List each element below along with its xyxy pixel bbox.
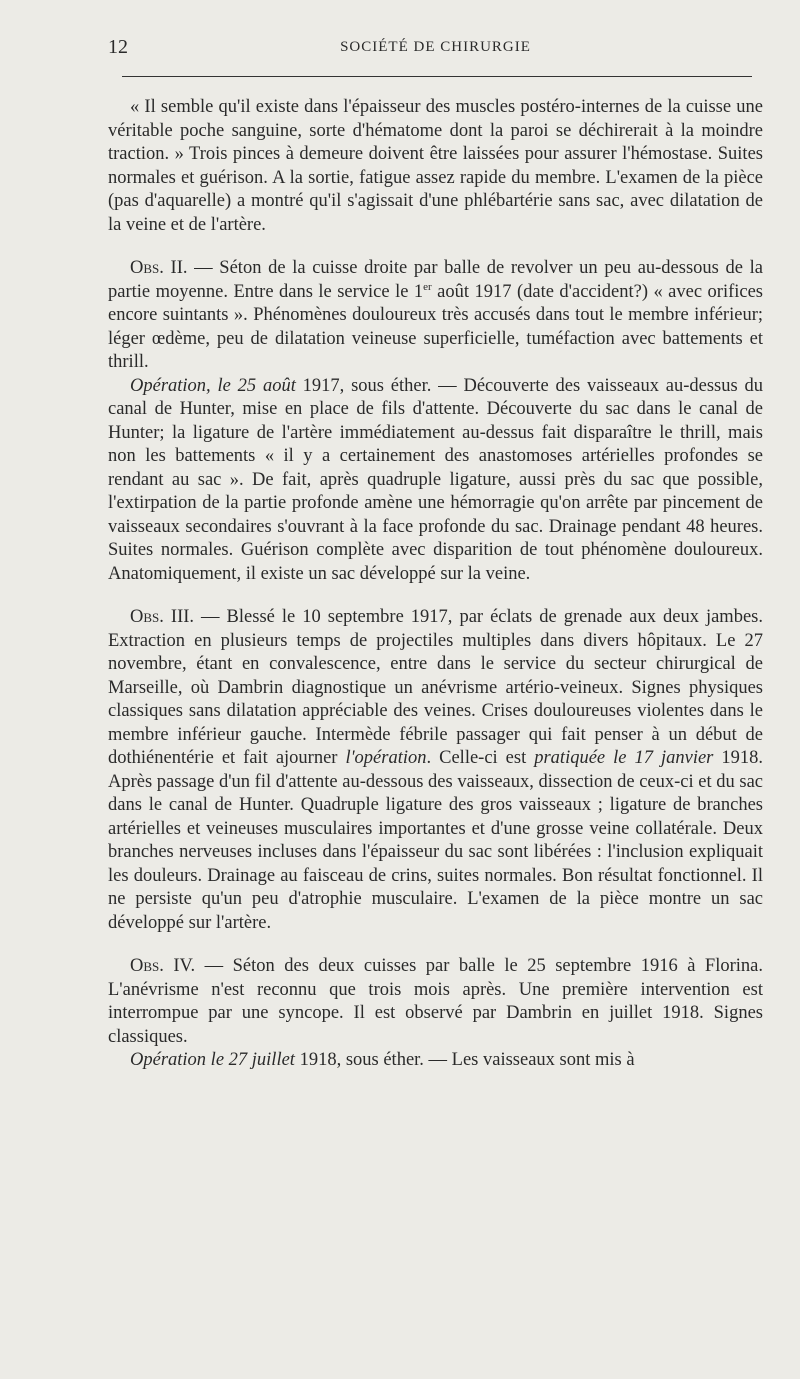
- header-rule: [122, 76, 752, 77]
- obs4-text: — Séton des deux cuisses par balle le 25 septembre 1916 à Florina. L'anévrisme n'est reconnu que trois mois après. Une première intervention est interrompue par une syncope. Il est observé par Dambrin en juillet 1918. Signes classiques.: [108, 956, 763, 1047]
- obs4-label: Obs. IV.: [130, 956, 196, 976]
- paragraph-obs2-operation: [108, 375, 763, 587]
- paragraph-obs4: [108, 955, 763, 1049]
- op2-label: Opération, le 25 août: [130, 375, 296, 396]
- page-number: 12: [108, 36, 128, 58]
- obs3-text-b: . Celle-ci est: [426, 748, 535, 768]
- obs2-text-b: août 1917 (date d'accident?) « avec orifices encore suintants ». Phénomènes douloureux très accusés dans tout le membre inférieur; léger œdème, peu de dilatation veineuse superficielle, tuméfaction avec battements et thrill.: [108, 281, 764, 372]
- obs3-label: Obs. III.: [130, 607, 195, 627]
- running-head: SOCIÉTÉ DE CHIRURGIE: [340, 39, 531, 55]
- obs3-italic-operation: l'opération: [345, 748, 427, 768]
- obs2-label: Obs. II.: [130, 258, 188, 278]
- obs3-text-a: — Blessé le 10 septembre 1917, par éclats de grenade aux deux jambes. Extraction en plusieurs temps de projectiles multiples dans divers hôpitaux. Le 27 novembre, étant en convalescence, entre dans le service du secteur chirurgical de Marseille, où Dambrin diagnostique un anévrisme artério-veineux. Signes physiques classiques sans dilatation appréciable des veines. Crises douloureuses violentes dans le membre inférieur gauche. Intermède fébrile passager qui fait penser à un début de dothiénentérie et fait ajourner: [108, 607, 763, 768]
- paragraph-obs2: [108, 257, 763, 375]
- body-text: [108, 96, 763, 1073]
- page-header: [108, 36, 763, 60]
- obs3-text-c: 1918. Après passage d'un fil d'attente au-dessous des vaisseaux, dissection de ceux-ci et du sac dans le canal de Hunter. Quadruple ligature des gros vaisseaux ; ligature de branches artérielles et veineuses musculaires importantes et d'une grosse veine collatérale. Deux branches nerveuses incluses dans l'épaisseur du sac sont libérées : l'inclusion expliquait les douleurs. Drainage au faisceau de crins, suites normales. Bon résultat fonctionnel. Il ne persiste qu'un peu d'atrophie musculaire. L'examen de la pièce montre un sac développé sur l'artère.: [108, 748, 764, 933]
- obs2-text-a: — Séton de la cuisse droite par balle de revolver un peu au-dessous de la partie moyenne. Entre dans le service le 1: [108, 258, 763, 302]
- obs2-superscript: er: [423, 280, 432, 293]
- op4-label: Opération le 27 juillet: [130, 1050, 295, 1070]
- op2-text: 1917, sous éther. — Découverte des vaisseaux au-dessus du canal de Hunter, mise en place de fils d'attente. Découverte du sac dans le canal de Hunter; la ligature de l'artère immédiatement au-dessus fait disparaître le thrill, mais non les battements « il y a certainement des anastomoses artérielles profondes se rendant au sac ». De fait, après quadruple ligature, aussi près du sac que possible, l'extirpation de la partie profonde amène une hémorragie qu'on arrête par pincement de vaisseaux secondaires s'ouvrant à la face profonde du sac. Drainage pendant 48 heures. Suites normales. Guérison complète avec disparition de tout phénomène douloureux. Anatomiquement, il existe un sac développé sur la veine.: [108, 375, 763, 584]
- op4-text: 1918, sous éther. — Les vaisseaux sont mis à: [294, 1050, 635, 1070]
- paragraph-obs3: [108, 606, 763, 935]
- paragraph-obs1-conclusion: « Il semble qu'il existe dans l'épaisseur des muscles postéro-internes de la cuisse une véritable poche sanguine, sorte d'hématome dont la paroi se déchirerait à la moindre traction. » Trois pinces à demeure doivent être laissées pour assurer l'hémostase. Suites normales et guérison. A la sortie, fatigue assez rapide du membre. L'examen de la pièce (pas d'aquarelle) a montré qu'il s'agissait d'une phlébartérie sans sac, avec dilatation de la veine et de l'artère.: [108, 97, 763, 235]
- paragraph-obs4-operation: [108, 1049, 763, 1073]
- obs3-italic-date: pratiquée le 17 janvier: [534, 748, 714, 768]
